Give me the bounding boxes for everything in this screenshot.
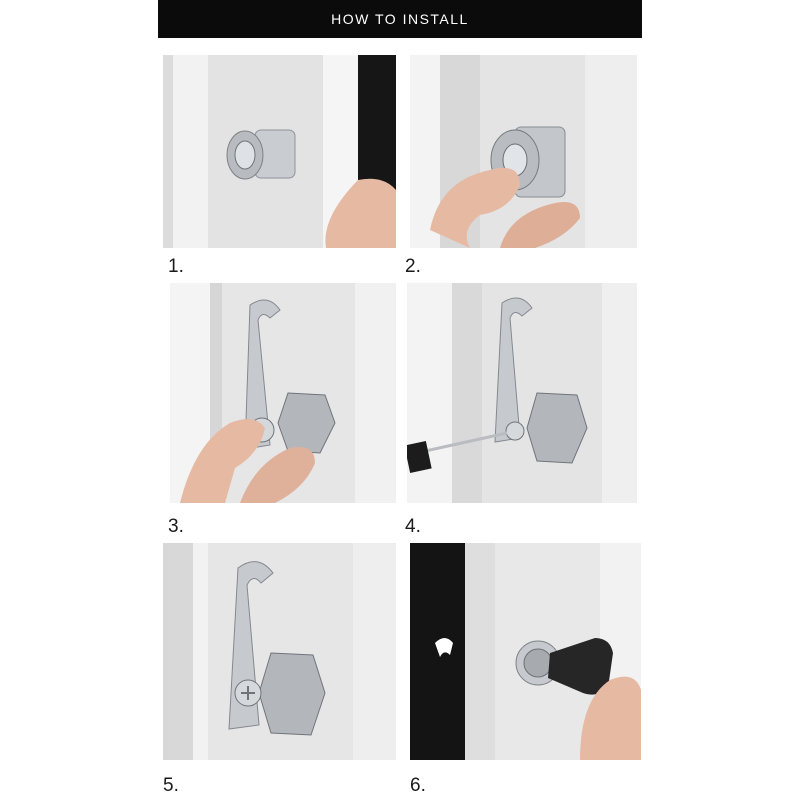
attaching-cam-lever-icon: [170, 283, 396, 503]
screwdriver-tightening-screw-icon: [407, 283, 637, 503]
fingers-holding-lock-cylinder-icon: [410, 55, 637, 248]
step-4-photo: [407, 283, 637, 503]
installed-cam-lever-icon: [163, 543, 396, 760]
step-5-label: 5.: [163, 775, 179, 796]
step-2-label: 2.: [405, 256, 421, 277]
step-2-photo: [410, 55, 637, 248]
step-3-label: 3.: [168, 516, 184, 537]
lock-cylinder-in-door-icon: [163, 55, 396, 248]
step-3-photo: [170, 283, 396, 503]
step-1-photo: [163, 55, 396, 248]
install-header: [158, 0, 642, 38]
header-title: HOW TO INSTALL: [331, 11, 469, 27]
step-5-photo: [163, 543, 396, 760]
step-4-label: 4.: [405, 516, 421, 537]
step-6-photo: [410, 543, 641, 760]
step-6-label: 6.: [410, 775, 426, 796]
key-turning-lock-icon: [410, 543, 641, 760]
step-1-label: 1.: [168, 256, 184, 277]
